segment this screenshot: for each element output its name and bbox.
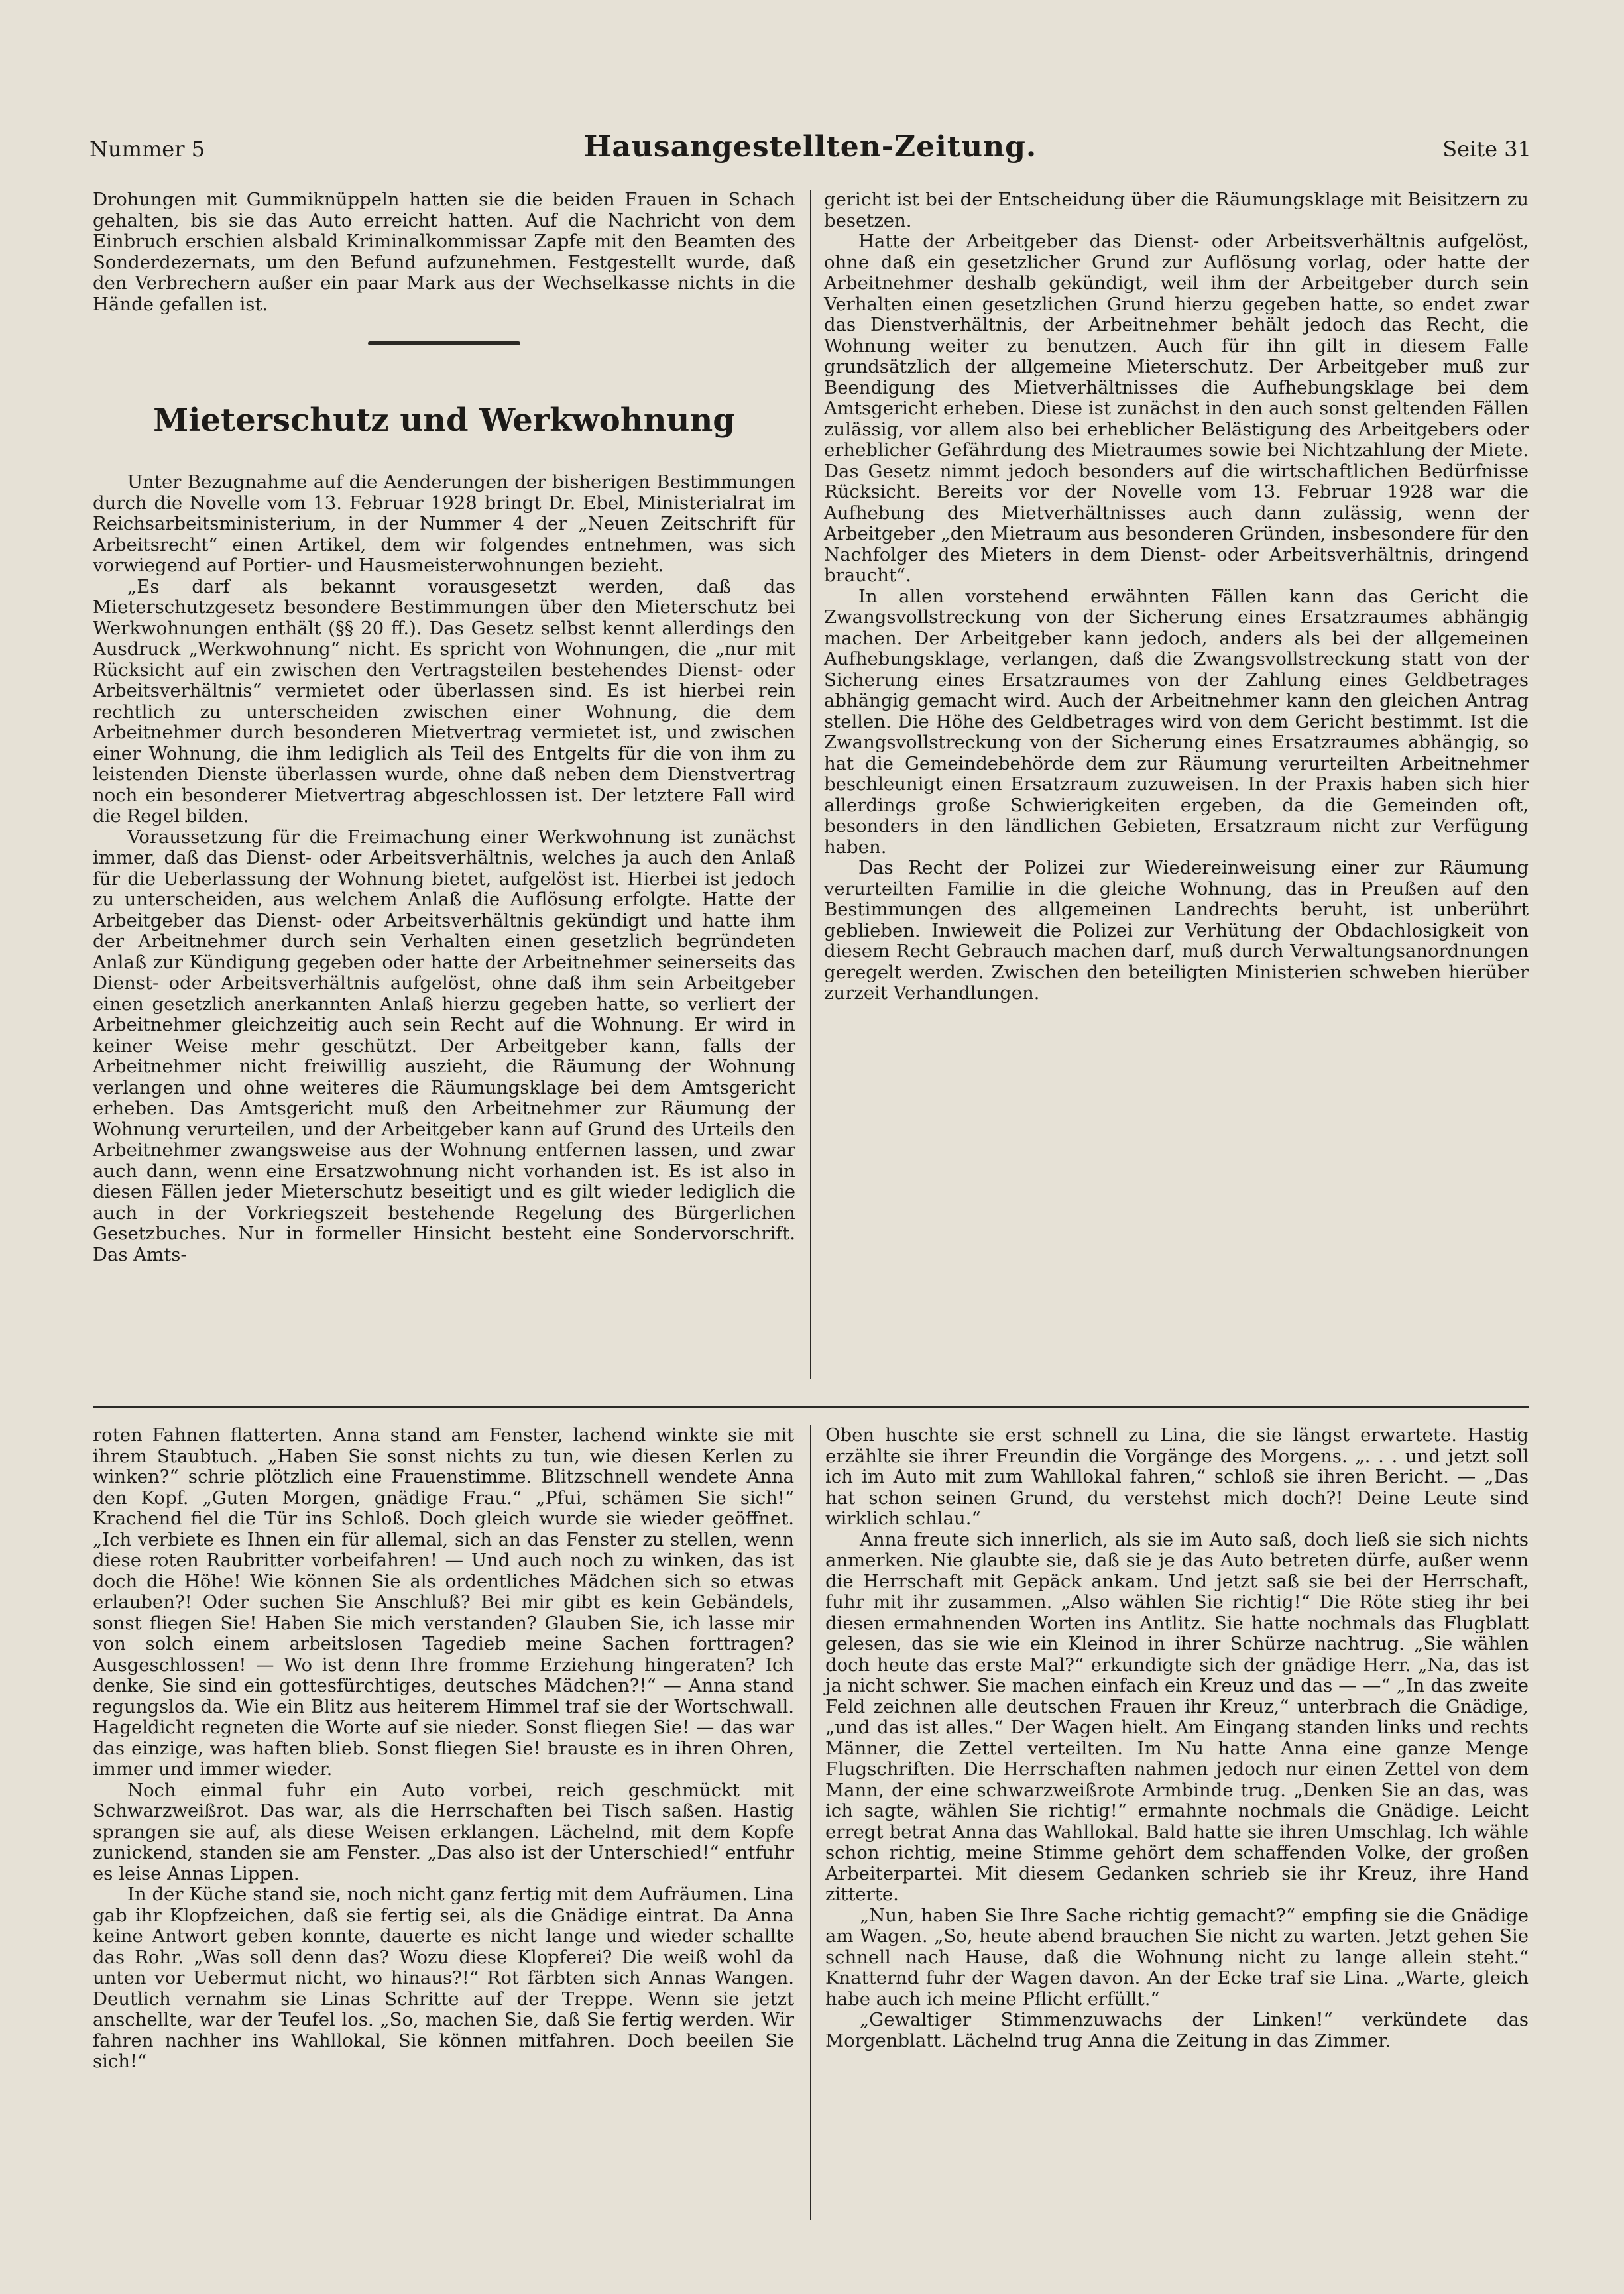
- article-paragraph: gericht ist bei der Entscheidung über die Räumungsklage mit Beisitzern zu besetzen.: [824, 189, 1529, 231]
- story-paragraph: Oben huschte sie erst schnell zu Lina, die sie längst erwartete. Hastig erzählte sie ihrer Freundin die Vorgänge des Morgens. „. . . und jetzt soll ich im Auto mit zum Wahllokal fahren,“ schloß sie ihren Bericht. — „Das hat schon seinen Grund, du verstehst mich doch?! Deine Leute sind wirklich schlau.“: [825, 1424, 1529, 1529]
- article-paragraph: Unter Bezugnahme auf die Aenderungen der bisherigen Bestimmungen durch die Novelle vom 13. Februar 1928 bringt Dr. Ebel, Ministerialrat im Reichsarbeitsministerium, in der Nummer 4 der „Neuen Zeitschrift für Arbeitsrecht“ einen Artikel, dem wir folgendes entnehmen, was sich vorwiegend auf Portier- und Hausmeisterwohnungen bezieht.: [93, 471, 795, 576]
- article-continuation: Drohungen mit Gummiknüppeln hatten sie die beiden Frauen in Schach gehalten, bis sie das Auto erreicht hatten. Auf die Nachricht von dem Einbruch erschien alsbald Kriminalkommissar Zapfe mit den Beamten des Sonderdezernats, um den Befund aufzunehmen. Festgestellt wurde, daß den Verbrechern außer ein paar Mark aus der Wechselkasse nichts in die Hände gefallen ist.: [93, 189, 795, 315]
- article-headline: Mieterschutz und Werkwohnung: [153, 402, 735, 439]
- article-paragraph: Das Recht der Polizei zur Wiedereinweisung einer zur Räumung verurteilten Familie in die gleiche Wohnung, das in Preußen auf den Bestimmungen des allgemeinen Landrechts beruht, ist unberührt geblieben. Inwieweit die Polizei zur Verhütung der Obdachlosigkeit von diesem Recht Gebrauch machen darf, muß durch Verwaltungsanordnungen geregelt werden. Zwischen den beteiligten Ministerien schweben hierüber zurzeit Verhandlungen.: [824, 857, 1529, 1004]
- section-rule: [93, 1406, 1529, 1408]
- page-header: [89, 123, 1531, 170]
- story-paragraph: „Gewaltiger Stimmenzuwachs der Linken!“ verkündete das Morgenblatt. Lächelnd trug Anna die Zeitung in das Zimmer.: [825, 2009, 1529, 2051]
- column-rule: [810, 190, 811, 1379]
- story-paragraph: Noch einmal fuhr ein Auto vorbei, reich geschmückt mit Schwarzweißrot. Das war, als die Herrschaften bei Tisch saßen. Hastig sprangen sie auf, als diese Weisen erklangen. Lächelnd, mit dem Kopfe zunickend, standen sie am Fenster. „Das also ist der Unterschied!“ entfuhr es leise Annas Lippen.: [93, 1779, 794, 1884]
- article-paragraph: Voraussetzung für die Freimachung einer Werkwohnung ist zunächst immer, daß das Dienst- oder Arbeitsverhältnis, welches ja auch den Anlaß für die Ueberlassung der Wohnung bietet, aufgelöst ist. Hierbei ist jedoch zu unterscheiden, aus welchem Anlaß die Auflösung erfolgte. Hatte der Arbeitgeber das Dienst- oder Arbeitsverhältnis gekündigt und hatte ihm der Arbeitnehmer durch sein Verhalten einen gesetzlich begründeten Anlaß zur Kündigung gegeben oder hatte der Arbeitnehmer seinerseits das Dienst- oder Arbeitsverhältnis aufgelöst, ohne daß ihm sein Arbeitgeber einen gesetzlich anerkannten Anlaß hierzu gegeben hatte, so verliert der Arbeitnehmer gleichzeitig auch sein Recht auf die Wohnung. Er wird in keiner Weise mehr geschützt. Der Arbeitgeber kann, falls der Arbeitnehmer nicht freiwillig auszieht, die Räumung der Wohnung verlangen und ohne weiteres die Räumungsklage bei dem Amtsgericht erheben. Das Amtsgericht muß den Arbeitnehmer zur Räumung der Wohnung verurteilen, und der Arbeitgeber kann auf Grund des Urteils den Arbeitnehmer zwangsweise aus der Wohnung entfernen lassen, und zwar auch dann, wenn eine Ersatzwohnung nicht vorhanden ist. Es ist also in diesen Fällen jeder Mieterschutz beseitigt und es gilt wieder lediglich die auch in der Vorkriegszeit bestehende Regelung des Bürgerlichen Gesetzbuches. Nur in formeller Hinsicht besteht eine Sondervorschrift. Das Amts-: [93, 826, 795, 1265]
- article-paragraph: In allen vorstehend erwähnten Fällen kann das Gericht die Zwangsvollstreckung von der Sicherung eines Ersatzraumes abhängig machen. Der Arbeitgeber kann jedoch, anders als bei der allgemeinen Aufhebungsklage, verlangen, daß die Zwangsvollstreckung statt von der Sicherung eines Ersatzraumes von der Zahlung eines Geldbetrages abhängig gemacht wird. Auch der Arbeitnehmer kann den gleichen Antrag stellen. Die Höhe des Geldbetrages wird von dem Gericht bestimmt. Ist die Zwangsvollstreckung von der Sicherung eines Ersatzraumes abhängig, so hat die Gemeindebehörde dem zur Räumung verurteilten Arbeitnehmer beschleunigt einen Ersatzraum zuzuweisen. In der Praxis haben sich hier allerdings große Schwierigkeiten ergeben, da die Gemeinden oft, besonders in den ländlichen Gebieten, Ersatzraum nicht zur Verfügung haben.: [824, 585, 1529, 858]
- lower-right-column: [825, 1425, 1529, 2051]
- section-divider: [368, 341, 520, 345]
- newspaper-title: Hausangestellten-Zeitung.: [583, 130, 1037, 164]
- page-number: Seite 31: [1442, 137, 1531, 162]
- column-rule: [810, 1425, 811, 2220]
- upper-right-column: [824, 190, 1529, 1004]
- story-paragraph: roten Fahnen flatterten. Anna stand am Fenster, lachend winkte sie mit ihrem Staubtuch. „Haben Sie sonst nichts zu tun, wie diesen Kerlen zu winken?“ schrie plötzlich eine Frauenstimme. Blitzschnell wendete Anna den Kopf. „Guten Morgen, gnädige Frau.“ „Pfui, schämen Sie sich!“ Krachend fiel die Tür ins Schloß. Doch gleich wurde sie wieder geöffnet. „Ich verbiete es Ihnen ein für allemal, sich an das Fenster zu stellen, wenn diese roten Raubritter vorbeifahren! — Und auch noch zu winken, das ist doch die Höhe! Wie können Sie als ordentliches Mädchen sich so etwas erlauben?! Oder suchen Sie Anschluß? Bei mir gibt es kein Gebändels, sonst fliegen Sie! Haben Sie mich verstanden? Glauben Sie, ich lasse mir von solch einem arbeitslosen Tagedieb meine Sachen forttragen? Ausgeschlossen! — Wo ist denn Ihre fromme Erziehung hingeraten? Ich denke, Sie sind ein gottesfürchtiges, deutsches Mädchen?!“ — Anna stand regungslos da. Wie ein Blitz aus heiterem Himmel traf sie der Wortschwall. Hageldicht regneten die Worte auf sie nieder. Sonst fliegen Sie! — das war das einzige, was haften blieb. Sonst fliegen Sie! brauste es in ihren Ohren, immer und immer wieder.: [93, 1424, 794, 1780]
- upper-left-column: [93, 190, 795, 1265]
- lower-left-column: [93, 1425, 794, 2073]
- story-paragraph: Anna freute sich innerlich, als sie im Auto saß, doch ließ sie sich nichts anmerken. Nie glaubte sie, daß sie je das Auto betreten dürfe, außer wenn die Herrschaft mit Gepäck ankam. Und jetzt saß sie bei der Herrschaft, fuhr mit ihr zusammen. „Also wählen Sie richtig!“ Die Röte stieg ihr bei diesen ermahnenden Worten ins Antlitz. Sie hatte nochmals das Flugblatt gelesen, das sie wie ein Kleinod in ihrer Schürze nachtrug. „Sie wählen doch heute das erste Mal?“ erkundigte sich der gnädige Herr. „Na, das ist ja nicht schwer. Sie machen einfach ein Kreuz und das — —“ „In das zweite Feld zeichnen alle deutschen Frauen ihr Kreuz,“ unterbrach die Gnädige, „und das ist alles.“ Der Wagen hielt. Am Eingang standen links und rechts Männer, die Zettel verteilten. Im Nu hatte Anna eine ganze Menge Flugschriften. Die Herrschaften nahmen jedoch nur einen Zettel von dem Mann, der eine schwarzweißrote Armbinde trug. „Denken Sie an das, was ich sagte, wählen Sie richtig!“ ermahnte nochmals die Gnädige. Leicht erregt betrat Anna das Wahllokal. Bald hatte sie ihren Umschlag. Ich wähle schon richtig, meine Stimme gehört dem schaffenden Volke, der großen Arbeiterpartei. Mit diesem Gedanken schrieb sie ihr Kreuz, ihre Hand zitterte.: [825, 1528, 1529, 1905]
- article-paragraph: Hatte der Arbeitgeber das Dienst- oder Arbeitsverhältnis aufgelöst, ohne daß ein gesetzlicher Grund zur Auflösung vorlag, oder hatte der Arbeitnehmer deshalb gekündigt, weil ihm der Arbeitgeber durch sein Verhalten einen gesetzlichen Grund hierzu gegeben hatte, so endet zwar das Dienstverhältnis, der Arbeitnehmer behält jedoch das Recht, die Wohnung weiter zu benutzen. Auch für ihn gilt in diesem Falle grundsätzlich der allgemeine Mieterschutz. Der Arbeitgeber muß zur Beendigung des Mietverhältnisses die Aufhebungsklage bei dem Amtsgericht erheben. Diese ist zunächst in den auch sonst geltenden Fällen zulässig, vor allem also bei erheblicher Belästigung des Arbeitgebers oder erheblicher Gefährdung des Mietraumes sowie bei Nichtzahlung der Miete. Das Gesetz nimmt jedoch besonders auf die wirtschaftlichen Bedürfnisse Rücksicht. Bereits vor der Novelle vom 13. Februar 1928 war die Aufhebung des Mietverhältnisses auch dann zulässig, wenn der Arbeitgeber „den Mietraum aus besonderen Gründen, insbesondere für den Nachfolger des Mieters in dem Dienst- oder Arbeitsverhältnis, dringend braucht“.: [824, 231, 1529, 586]
- story-paragraph: „Nun, haben Sie Ihre Sache richtig gemacht?“ empfing sie die Gnädige am Wagen. „So, heute abend brauchen Sie nicht zu warten. Jetzt gehen Sie schnell nach Hause, daß die Wohnung nicht zu lange allein steht.“ Knatternd fuhr der Wagen davon. An der Ecke traf sie Lina. „Warte, gleich habe auch ich meine Pflicht erfüllt.“: [825, 1904, 1529, 2010]
- article-paragraph: „Es darf als bekannt vorausgesetzt werden, daß das Mieterschutzgesetz besondere Bestimmungen über den Mieterschutz bei Werkwohnungen enthält (§§ 20 ff.). Das Gesetz selbst kennt allerdings den Ausdruck „Werkwohnung“ nicht. Es spricht von Wohnungen, die „nur mit Rücksicht auf ein zwischen den Vertragsteilen bestehendes Dienst- oder Arbeitsverhältnis“ vermietet oder überlassen sind. Es ist hierbei rein rechtlich zu unterscheiden zwischen einer Wohnung, die dem Arbeitnehmer durch besonderen Mietvertrag vermietet ist, und zwischen einer Wohnung, die ihm lediglich als Teil des Entgelts für die von ihm zu leistenden Dienste überlassen wurde, ohne daß neben dem Dienstvertrag noch ein besonderer Mietvertrag abgeschlossen ist. Der letztere Fall wird die Regel bilden.: [93, 575, 795, 827]
- story-paragraph: In der Küche stand sie, noch nicht ganz fertig mit dem Aufräumen. Lina gab ihr Klopfzeichen, daß sie fertig sei, als die Gnädige eintrat. Da Anna keine Antwort geben konnte, dauerte es nicht lange und wieder schallte das Rohr. „Was soll denn das? Wozu diese Klopferei? Die weiß wohl da unten vor Uebermut nicht, wo hinaus?!“ Rot färbten sich Annas Wangen. Deutlich vernahm sie Linas Schritte auf der Treppe. Wenn sie jetzt anschellte, war der Teufel los. „So, machen Sie, daß Sie fertig werden. Wir fahren nachher ins Wahllokal, Sie können mitfahren. Doch beeilen Sie sich!“: [93, 1884, 794, 2072]
- issue-number: Nummer 5: [89, 137, 205, 162]
